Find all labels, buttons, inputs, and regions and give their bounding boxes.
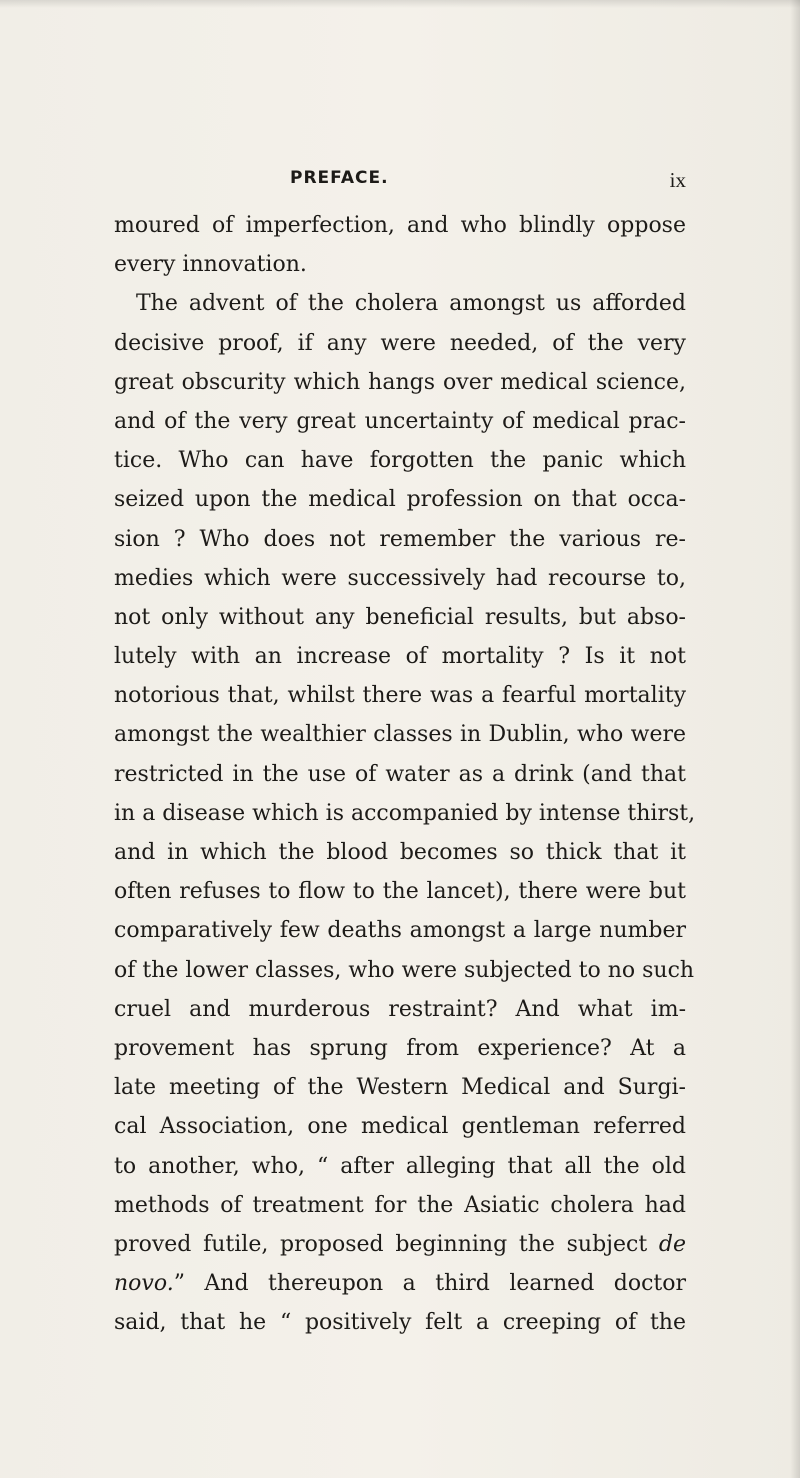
page-header bbox=[290, 168, 686, 194]
text-line: late meeting of the Western Medical and Surgi- bbox=[114, 1075, 686, 1101]
text-line: lutely with an increase of mortality ? Is it not bbox=[114, 644, 686, 670]
text-line: The advent of the cholera amongst us afforded bbox=[136, 291, 686, 317]
italic-text: de bbox=[658, 1231, 686, 1257]
text-line bbox=[114, 1225, 686, 1264]
text-line: in a disease which is accompanied by intense thirst, bbox=[114, 800, 696, 826]
text-line: medies which were successively had recourse to, bbox=[114, 565, 686, 591]
text-line: provement has sprung from experience? At a bbox=[114, 1035, 686, 1061]
text-line: not only without any beneficial results, but abso- bbox=[114, 604, 686, 630]
text-line: moured of imperfection, and who blindly oppose bbox=[114, 213, 686, 238]
page-right-shadow bbox=[790, 0, 800, 1478]
text-line: great obscurity which hangs over medical science, bbox=[114, 369, 686, 395]
text-fragment: proved futile, proposed beginning the subject bbox=[114, 1231, 659, 1257]
text-line: every innovation. bbox=[114, 252, 307, 278]
text-line: and in which the blood becomes so thick that it bbox=[114, 840, 686, 865]
text-line: tice. Who can have forgotten the panic which bbox=[114, 448, 686, 474]
text-line: and of the very great uncertainty of medical prac- bbox=[114, 408, 686, 434]
running-head: PREFACE. bbox=[290, 168, 389, 188]
text-line: of the lower classes, who were subjected to no such bbox=[114, 957, 695, 983]
text-line: sion ? Who does not remember the various re- bbox=[114, 526, 686, 552]
text-line: notorious that, whilst there was a fearful mortality bbox=[114, 683, 686, 709]
body-text bbox=[114, 206, 696, 1342]
text-line: decisive proof, if any were needed, of the very bbox=[114, 330, 686, 356]
text-line: to another, who, “ after alleging that all the old bbox=[114, 1153, 686, 1179]
page-top-shadow bbox=[0, 0, 800, 8]
text-line: amongst the wealthier classes in Dublin, who were bbox=[114, 722, 686, 748]
text-line: said, that he “ positively felt a creeping of the bbox=[114, 1310, 686, 1336]
italic-text: novo. bbox=[114, 1271, 174, 1297]
text-line: methods of treatment for the Asiatic cholera had bbox=[114, 1192, 686, 1218]
text-line: restricted in the use of water as a drink (and that bbox=[114, 761, 686, 787]
text-line: comparatively few deaths amongst a large number bbox=[114, 918, 686, 944]
text-line: cruel and murderous restraint? And what im- bbox=[114, 996, 686, 1022]
text-line: often refuses to flow to the lancet), there were but bbox=[114, 879, 686, 905]
text-line: seized upon the medical profession on that occa- bbox=[114, 487, 686, 513]
text-line bbox=[114, 1264, 686, 1303]
page-number: ix bbox=[669, 168, 686, 192]
text-line: cal Association, one medical gentleman referred bbox=[114, 1114, 686, 1140]
text-fragment: ” And thereupon a third learned doctor bbox=[173, 1271, 686, 1297]
